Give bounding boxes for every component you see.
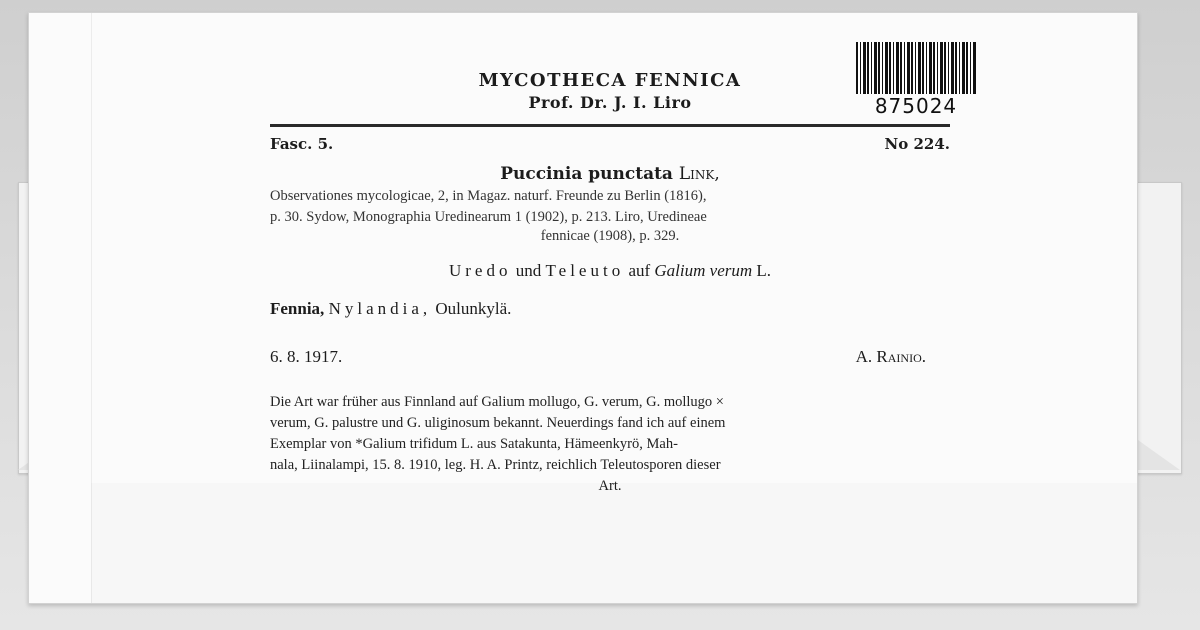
host-author: L. xyxy=(756,261,772,280)
header-rule xyxy=(270,124,950,127)
stage-und: und xyxy=(515,261,542,280)
fascicle: Fasc. 5. xyxy=(270,135,334,153)
country: Fennia, xyxy=(270,299,325,318)
locality: Oulunkylä. xyxy=(435,299,512,318)
fascicle-row xyxy=(270,133,950,155)
reference-line-1: Observationes mycologicae, 2, in Magaz. naturf. Freunde zu Berlin (1816), xyxy=(270,188,707,204)
province: Nylandia, xyxy=(328,299,432,318)
species-line xyxy=(270,163,950,185)
label-fold xyxy=(91,13,92,603)
barcode-number: 875024 xyxy=(874,94,958,118)
stage-auf: auf xyxy=(628,261,651,280)
host-line xyxy=(270,260,950,282)
note-line-5: Art. xyxy=(598,478,622,494)
locality-line xyxy=(270,298,950,320)
collection-editor: Prof. Dr. J. I. Liro xyxy=(528,93,692,112)
species-name: Puccinia punctata xyxy=(500,164,673,184)
note-line-1: Die Art war früher aus Finnland auf Galium mollugo, G. verum, G. mollugo × xyxy=(270,394,724,410)
stage-teleuto: Teleuto xyxy=(545,261,625,280)
collection-date: 6. 8. 1917. xyxy=(270,347,343,366)
note-line-2: verum, G. palustre und G. uliginosum bekannt. Neuerdings fand ich auf einem xyxy=(270,415,726,431)
reference-line-3: fennicae (1908), p. 329. xyxy=(540,228,680,244)
label-header xyxy=(270,70,950,114)
note-line-4: nala, Liinalampi, 15. 8. 1910, leg. H. A. Printz, reichlich Teleutosporen dieser xyxy=(270,457,721,473)
date-collector-row xyxy=(270,346,950,368)
species-author: Link, xyxy=(678,164,720,184)
stage-uredo: Uredo xyxy=(448,261,512,280)
note-line-3: Exemplar von *Galium trifidum L. aus Satakunta, Hämeenkyrö, Mah- xyxy=(270,436,678,452)
collector: A. Rainio. xyxy=(855,347,926,366)
reference-line-2: p. 30. Sydow, Monographia Uredinearum 1 (1902), p. 213. Liro, Uredineae xyxy=(270,209,707,225)
label-content xyxy=(270,70,950,497)
exsiccata-number: No 224. xyxy=(884,135,950,153)
host-name: Galium verum xyxy=(654,261,753,280)
collection-title: MYCOTHECA FENNICA xyxy=(478,70,742,91)
label-lower-strip xyxy=(91,483,1137,603)
